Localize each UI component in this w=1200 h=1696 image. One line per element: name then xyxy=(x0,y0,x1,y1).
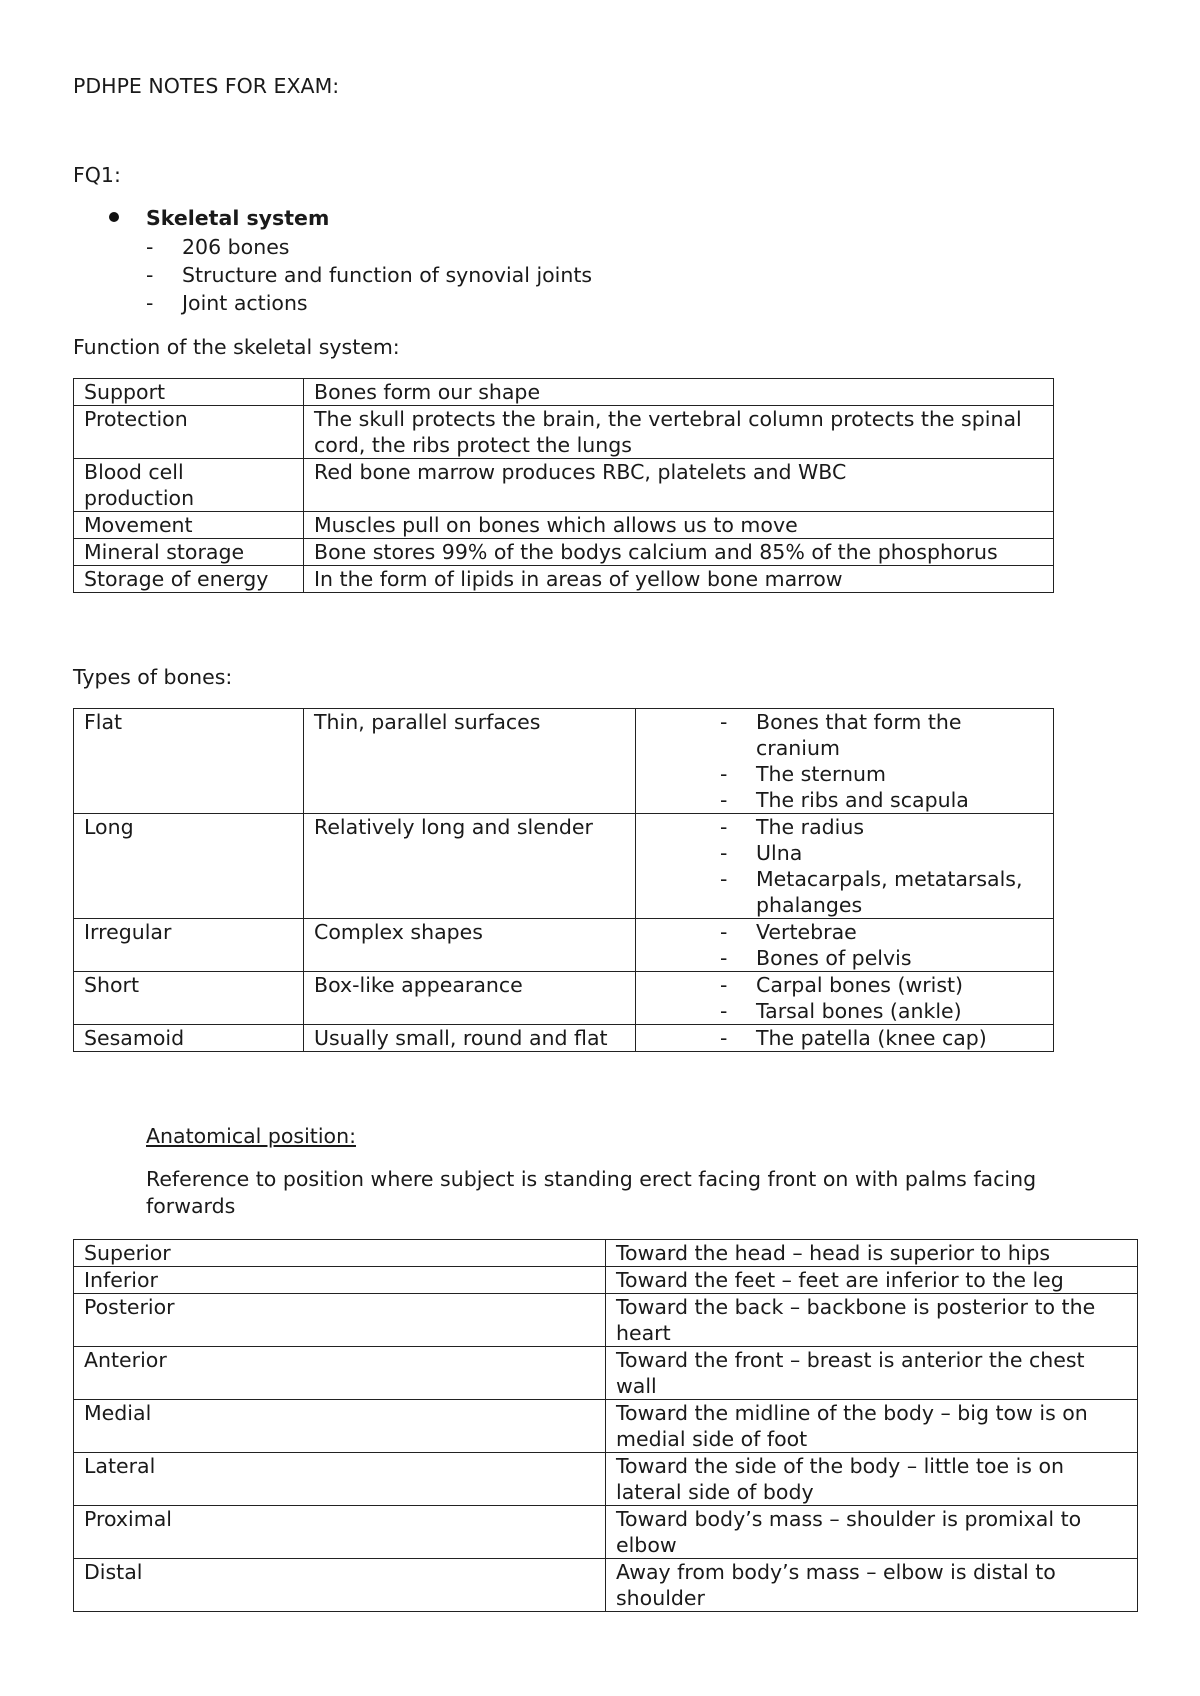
function-name-cell: Storage of energy xyxy=(74,566,304,593)
function-desc-cell: Bone stores 99% of the bodys calcium and 85% of the phosphorus xyxy=(304,539,1054,566)
page-title: PDHPE NOTES FOR EXAM: xyxy=(73,74,340,98)
bullet-heading: Skeletal system xyxy=(146,206,330,230)
bone-desc-cell: Complex shapes xyxy=(304,919,636,972)
list-item: - 206 bones xyxy=(146,233,592,261)
function-desc-cell: Red bone marrow produces RBC, platelets and WBC xyxy=(304,459,1054,512)
function-name-cell: Movement xyxy=(74,512,304,539)
table-row xyxy=(74,1453,1138,1506)
term-desc-cell: Toward the side of the body – little toe is on lateral side of body xyxy=(606,1453,1138,1506)
bone-examples-cell xyxy=(636,814,1054,919)
term-cell: Medial xyxy=(74,1400,606,1453)
list-item: - Joint actions xyxy=(146,289,592,317)
table-row xyxy=(74,1347,1138,1400)
list-item: - Carpal bones (wrist) xyxy=(720,972,1043,998)
term-desc-cell: Toward the midline of the body – big tow is on medial side of foot xyxy=(606,1400,1138,1453)
term-desc-cell: Toward the head – head is superior to hips xyxy=(606,1240,1138,1267)
bullet-icon xyxy=(109,212,119,222)
table-row xyxy=(74,972,1054,1025)
bone-type-cell: Sesamoid xyxy=(74,1025,304,1052)
function-heading: Function of the skeletal system: xyxy=(73,335,400,359)
bone-examples-cell xyxy=(636,1025,1054,1052)
term-desc-cell: Toward the back – backbone is posterior to the heart xyxy=(606,1294,1138,1347)
table-row xyxy=(74,512,1054,539)
bone-examples-cell xyxy=(636,919,1054,972)
term-cell: Anterior xyxy=(74,1347,606,1400)
types-heading: Types of bones: xyxy=(73,665,233,689)
term-cell: Superior xyxy=(74,1240,606,1267)
function-desc-cell: The skull protects the brain, the vertebral column protects the spinal cord, the ribs protect the lungs xyxy=(304,406,1054,459)
bone-desc-cell: Relatively long and slender xyxy=(304,814,636,919)
table-row xyxy=(74,919,1054,972)
table-row xyxy=(74,1506,1138,1559)
table-row xyxy=(74,1559,1138,1612)
table-row xyxy=(74,1025,1054,1052)
table-row xyxy=(74,406,1054,459)
function-name-cell: Blood cell production xyxy=(74,459,304,512)
term-cell: Proximal xyxy=(74,1506,606,1559)
table-row xyxy=(74,459,1054,512)
types-table xyxy=(73,708,1054,1052)
anatomical-table xyxy=(73,1239,1138,1612)
list-item: - Bones of pelvis xyxy=(720,945,1043,971)
list-item: - Tarsal bones (ankle) xyxy=(720,998,1043,1024)
term-desc-cell: Toward the feet – feet are inferior to the leg xyxy=(606,1267,1138,1294)
bone-desc-cell: Box-like appearance xyxy=(304,972,636,1025)
term-desc-cell: Toward the front – breast is anterior the chest wall xyxy=(606,1347,1138,1400)
table-row xyxy=(74,1267,1138,1294)
table-row xyxy=(74,1240,1138,1267)
function-desc-cell: In the form of lipids in areas of yellow bone marrow xyxy=(304,566,1054,593)
bone-examples-cell xyxy=(636,972,1054,1025)
bullet-sublist xyxy=(146,233,592,317)
function-name-cell: Support xyxy=(74,379,304,406)
list-item: - Metacarpals, metatarsals, phalanges xyxy=(720,866,1043,918)
anatomical-description: Reference to position where subject is standing erect facing front on with palms facing forwards xyxy=(146,1167,1037,1218)
examples-list xyxy=(720,919,1043,971)
bone-desc-cell: Usually small, round and flat xyxy=(304,1025,636,1052)
term-desc-cell: Away from body’s mass – elbow is distal to shoulder xyxy=(606,1559,1138,1612)
function-name-cell: Protection xyxy=(74,406,304,459)
section-heading: FQ1: xyxy=(73,163,121,187)
bone-type-cell: Irregular xyxy=(74,919,304,972)
anatomical-heading: Anatomical position: xyxy=(146,1124,356,1148)
function-desc-cell: Bones form our shape xyxy=(304,379,1054,406)
table-row xyxy=(74,379,1054,406)
examples-list xyxy=(720,972,1043,1024)
list-item: - Ulna xyxy=(720,840,1043,866)
examples-list xyxy=(720,814,1043,918)
table-row xyxy=(74,1294,1138,1347)
bone-type-cell: Long xyxy=(74,814,304,919)
term-cell: Inferior xyxy=(74,1267,606,1294)
table-row xyxy=(74,709,1054,814)
list-item: - Vertebrae xyxy=(720,919,1043,945)
function-name-cell: Mineral storage xyxy=(74,539,304,566)
term-cell: Posterior xyxy=(74,1294,606,1347)
term-cell: Lateral xyxy=(74,1453,606,1506)
examples-list xyxy=(720,1025,1043,1051)
examples-list xyxy=(720,709,1043,813)
list-item: - Bones that form the cranium xyxy=(720,709,1043,761)
function-table xyxy=(73,378,1054,593)
bone-desc-cell: Thin, parallel surfaces xyxy=(304,709,636,814)
list-item: - The patella (knee cap) xyxy=(720,1025,1043,1051)
table-row xyxy=(74,814,1054,919)
list-item: - Structure and function of synovial joints xyxy=(146,261,592,289)
term-desc-cell: Toward body’s mass – shoulder is promixal to elbow xyxy=(606,1506,1138,1559)
bone-examples-cell xyxy=(636,709,1054,814)
list-item: - The sternum xyxy=(720,761,1043,787)
term-cell: Distal xyxy=(74,1559,606,1612)
list-item: - The ribs and scapula xyxy=(720,787,1043,813)
table-row xyxy=(74,566,1054,593)
table-row xyxy=(74,1400,1138,1453)
function-desc-cell: Muscles pull on bones which allows us to move xyxy=(304,512,1054,539)
bone-type-cell: Flat xyxy=(74,709,304,814)
table-row xyxy=(74,539,1054,566)
bone-type-cell: Short xyxy=(74,972,304,1025)
list-item: - The radius xyxy=(720,814,1043,840)
